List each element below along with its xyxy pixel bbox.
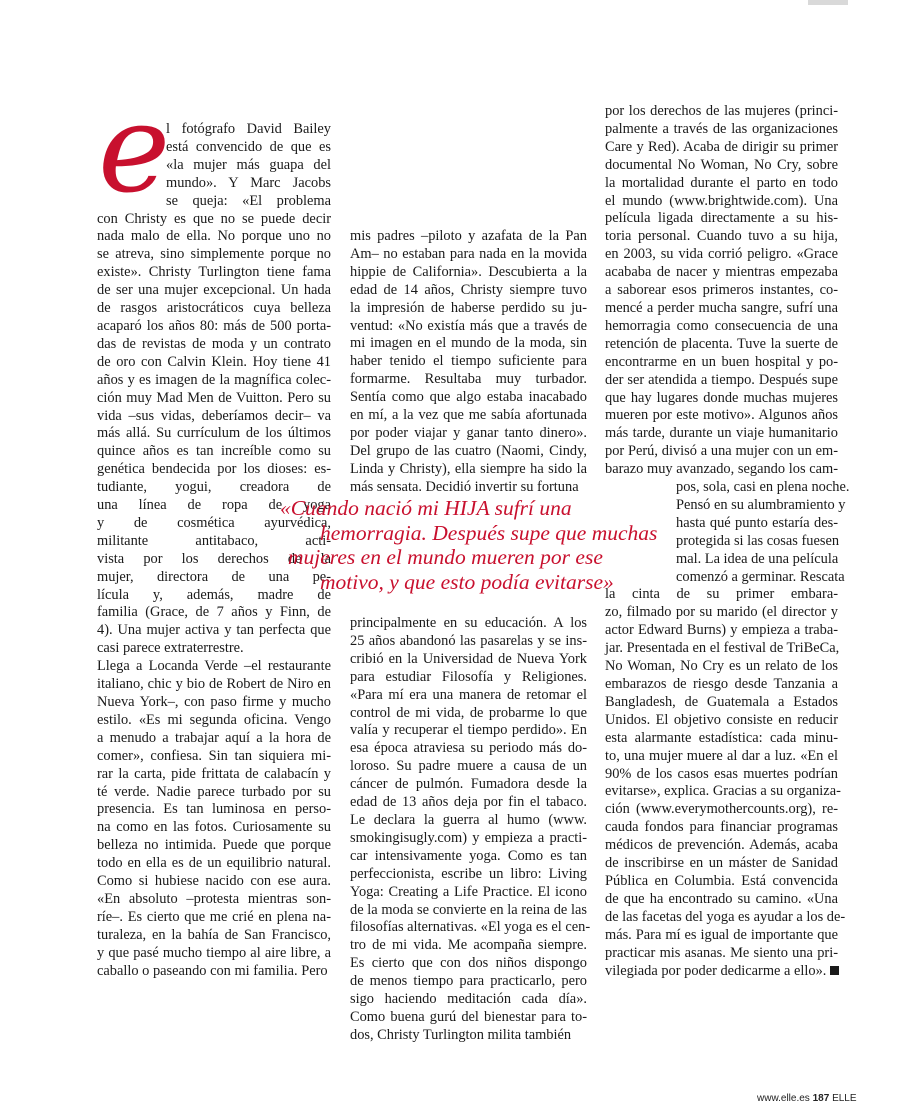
text-line: Es cierto que con dos niños dispongo (350, 955, 587, 972)
column-2-bottom (350, 615, 591, 1045)
text-line: Llega a Locanda Verde –el restaurante (97, 658, 331, 675)
text-line: sigo haciendo meditación cada día». (350, 991, 587, 1008)
text-line: ventud: «No existía más que a través de (350, 317, 587, 334)
text-line: acaparó los años 80: más de 500 porta- (97, 317, 331, 334)
text-line: tro de mi vida. Me acompaña siempre. (350, 937, 587, 954)
text-line: cribió en la Universidad de Nueva York (350, 650, 587, 667)
text-line: se queja: «El problema (166, 192, 331, 209)
text-line: 4). Una mujer activa y tan perfecta que (97, 622, 331, 639)
text-line: evitarse», explica. Gracias a su organiza- (605, 783, 841, 800)
text-line: vista por los derechos de la (97, 550, 331, 567)
text-line: de la moda se convierte en la reina de las (350, 901, 587, 918)
text-line: quince años es tan increíble como su (97, 443, 331, 460)
text-line: turaleza, en la bahía de San Francisco, (97, 926, 331, 943)
text-line: pos, sola, casi en plena noche. (676, 479, 850, 496)
text-line: de las facetas del yoga es ayudar a los de- (605, 908, 846, 925)
text-line: de oro con Calvin Klein. Hoy tiene 41 (97, 353, 331, 370)
text-line: mi imagen en el mundo de la moda, sin (350, 335, 587, 352)
text-line: toria personal. Cuando tuvo a su hija, (605, 228, 838, 245)
text-line: hasta qué punto estaría des- (676, 514, 838, 531)
drop-cap: e (98, 78, 171, 220)
text-line: se atreva, sino simplemente porque no (97, 246, 331, 263)
text-line: la cinta de su primer embara- (605, 586, 838, 603)
text-line: Nueva York–, con paso firme y mucho (97, 694, 331, 710)
text-line: perfeccionista, escribe un libro: Living (350, 865, 587, 882)
text-line: presencia. Es tan luminosa en perso- (97, 801, 331, 818)
text-line: No Woman, No Cry es un relato de los (605, 658, 838, 675)
text-line: con Christy es que no se puede decir (97, 210, 331, 227)
text-line: mis padres –piloto y azafata de la Pan (350, 228, 587, 244)
text-line: belleza no intimida. Puede que porque (97, 837, 331, 854)
text-line: edad de 13 años deja por fin el tabaco. (350, 794, 587, 811)
text-line: practicar mis asanas. Me siento una pri- (605, 944, 838, 961)
text-line: Como si hubiese nacido con ese aura. (97, 873, 331, 890)
page-tab-mark (808, 0, 848, 5)
text-line: ción muy Mad Men de Vuitton. Pero su (97, 389, 331, 406)
text-line: de inscribirse en un máster de Sanidad (605, 855, 838, 872)
text-line: 25 años abandonó las pasarelas y se ins- (350, 632, 587, 649)
text-line: Care y Red). Acaba de dirigir su primer (605, 138, 838, 155)
text-line: más sensata. Decidió invertir su fortuna (350, 478, 579, 495)
page-footer (757, 1093, 857, 1104)
text-line: de menos tiempo para practicarlo, pero (350, 973, 587, 990)
text-line: caballo o paseando con mi familia. Pero (97, 962, 328, 979)
text-line: Yoga: Creating a Life Practice. El icono (350, 883, 587, 900)
text-line: y de cosmética ayurvédica, (97, 514, 331, 531)
text-line: mujer, directora de una pe- (97, 568, 331, 585)
text-line: Bangladesh, de Guatemala a Estados (605, 693, 838, 710)
text-line: acababa de nacer y mientras empezaba (605, 264, 838, 281)
text-line: haber tenido el tiempo suficiente para (350, 353, 587, 370)
text-line: de rasgos aristocráticos cuya belleza (97, 300, 331, 317)
text-line: militante antitabaco, acti- (97, 532, 331, 549)
text-line: cáncer de pulmón. Fumadora desde la (350, 776, 587, 793)
text-line: y que pasé mucho tiempo al aire libre, a (97, 944, 331, 961)
text-line: casi parece extraterrestre. (97, 640, 244, 657)
text-line: barazo muy avanzado, segando los cam- (605, 461, 838, 478)
text-line: por poder viajar y ganar tanto dinero». (350, 424, 587, 441)
text-line: esta alarmante estadística: cada minu- (605, 729, 838, 746)
text-line: a saborear esos primeros instantes, co- (605, 282, 838, 299)
text-line: más allá. Su currículum de los últimos (97, 425, 331, 442)
text-line: en mí, a la vez que me sabía afortunada (350, 407, 587, 424)
text-line: Le declara la guerra al humo (www. (350, 811, 587, 828)
text-line: edad de 14 años, Christy siempre tuvo (350, 281, 587, 298)
text-line: smokingisugly.com) y empieza a practi- (350, 829, 587, 846)
column-2-top (350, 228, 587, 497)
text-line: película ligada directamente a su his- (605, 210, 838, 227)
text-line: loroso. Su padre muere a causa de un (350, 758, 587, 775)
text-line: der ser atendida a tiempo. Después supe (605, 371, 838, 388)
text-line: principalmente en su educación. A los (350, 615, 587, 631)
text-line: zo, filmado por su marido (el director y (605, 604, 838, 621)
text-line: nada malo de ella. No porque uno no (97, 228, 331, 245)
text-line: comer», confiesa. Sin tan siquiera mi- (97, 747, 331, 764)
text-line: hippie de California». Descubierta a la (350, 263, 587, 280)
text-line: na como en las fotos. Curiosamente su (97, 819, 331, 836)
text-line: tudiante, yogui, creadora de (97, 479, 331, 496)
text-line: «la mujer más guapa del (166, 156, 331, 173)
text-line: hemorragia como consecuencia de una (605, 317, 838, 334)
text-line: formarme. Resultaba muy turbador. (350, 371, 587, 388)
text-line: jar. Presentada en el festival de TriBeCa, (605, 640, 840, 657)
pull-quote (268, 496, 658, 594)
text-line: mencé a perder mucha sangre, sufrí una (605, 299, 838, 316)
text-line: Del grupo de las cuatro (Naomi, Cindy, (350, 442, 587, 459)
text-line: control de mi vida, de probarme lo que (350, 704, 587, 721)
text-line: genética bendecida por los dioses: es- (97, 461, 331, 478)
text-line: vilegiada por poder dedicarme a ello». (605, 963, 838, 981)
text-line: retención de placenta. Tuve la suerte de (605, 335, 838, 352)
text-line: mundo». Y Marc Jacobs (166, 174, 331, 191)
text-line: estilo. «Es mi segunda oficina. Vengo (97, 711, 331, 728)
text-line: valía y recuperar el tiempo perdido». En (350, 722, 587, 739)
text-line: existe». Christy Turlington tiene fama (97, 264, 331, 281)
footer-page-number: 187 (812, 1093, 830, 1104)
text-line: para estudiar Filosofía y Religiones. (350, 668, 587, 685)
text-line: de ser una mujer excepcional. Un hada (97, 282, 331, 299)
text-line: car intensivamente yoga. Como es tan (350, 847, 587, 864)
text-line: Am– no estaban para nada en la movida (350, 245, 587, 262)
pull-quote-line: «Cuando nació mi HIJA sufrí una (280, 496, 572, 520)
text-line: una línea de ropa de yoga (97, 497, 331, 514)
text-line: más. Para mí es igual de importante que (605, 926, 838, 943)
text-line: lícula y, además, madre de (97, 586, 331, 603)
text-line: rar la carta, pide frittata de calabacín y (97, 765, 331, 782)
text-line: dos, Christy Turlington milita también (350, 1026, 572, 1043)
text-line: Unidos. El objetivo consiste en reducir (605, 711, 838, 728)
text-line: que hay lugares donde muchas mujeres (605, 389, 838, 406)
text-line: por Perú, divisó a una mujer con un em- (605, 443, 838, 460)
text-line: la impresión de haberse perdido su ju- (350, 299, 587, 316)
text-line: mal. La idea de una película (676, 550, 839, 567)
text-line: esa época atraviesa su periodo más do- (350, 740, 587, 757)
text-line: das de revistas de moda y un contrato (97, 335, 331, 352)
text-line: «En absoluto –protesta mientras son- (97, 890, 331, 907)
text-line: italiano, chic y bio de Robert de Niro en (97, 676, 331, 693)
end-mark-icon (830, 966, 839, 975)
text-line: Pública en Columbia. Está convencida (605, 872, 838, 889)
text-line: vida –sus vidas, deberíamos decir– va (97, 407, 331, 424)
text-line: protegida si las cosas fuesen (676, 532, 840, 549)
text-line: años y es imagen de la magnífica colec- (97, 371, 331, 388)
text-line: por los derechos de las mujeres (princi- (605, 103, 838, 119)
text-line: comenzó a germinar. Rescata (676, 568, 845, 585)
text-line: médicos de prevención. Además, acaba (605, 837, 838, 854)
text-line: 90% de los casos esas muertes podrían (605, 765, 838, 782)
text-line: Sentía como que algo estaba inacabado (350, 389, 587, 406)
text-line: Pensó en su alumbramiento y (676, 496, 846, 513)
footer-site: www.elle.es (757, 1093, 810, 1104)
text-line: la mortalidad durante el parto en todo (605, 174, 838, 191)
text-line: en 2003, su vida corrió peligro. «Grace (605, 246, 838, 263)
footer-brand: ELLE (832, 1093, 857, 1104)
text-line: «Para mí era una manera de retomar el (350, 686, 587, 703)
text-line: té verde. Nadie parece turbado por su (97, 783, 331, 800)
text-line: de que ha encontrado su camino. «Una (605, 890, 838, 907)
text-line: to, una mujer muere al dar a luz. «En el (605, 747, 838, 764)
text-line: filosofías alternativas. «El yoga es el cen- (350, 919, 591, 936)
text-line: documental No Woman, No Cry, sobre (605, 156, 838, 173)
text-line: más tarde, durante un viaje humanitario (605, 425, 838, 442)
text-line: a menudo a trabajar aquí a la hora de (97, 729, 331, 746)
text-line: actor Edward Burns) y empieza a traba- (605, 622, 838, 639)
pull-quote-line: hemorragia. Después supe que muchas (320, 520, 658, 545)
pull-quote-line: mujeres en el mundo mueren por ese (288, 545, 603, 569)
text-line: cauda fondos para financiar programas (605, 819, 838, 836)
text-line: está convencido de que es (166, 138, 331, 155)
text-line: el mundo (www.brightwide.com). Una (605, 192, 838, 209)
text-line: palmente a través de las organizaciones (605, 120, 838, 137)
text-line: encontrarme en un buen hospital y po- (605, 353, 838, 370)
pull-quote-line: motivo, y que esto podía evitarse» (320, 569, 614, 594)
text-line: ríe–. Es cierto que me crié en plena na- (97, 908, 331, 925)
text-line: Linda y Christy), ella siempre ha sido la (350, 460, 587, 477)
text-line: l fotógrafo David Bailey (166, 121, 331, 137)
text-line: todo en ella es de un equilibrio natural. (97, 855, 331, 872)
text-line: mueren por este motivo». Algunos años (605, 407, 838, 424)
text-line: Como buena gurú del bienestar para to- (350, 1008, 587, 1025)
text-line: ción (www.everymothercounts.org), re- (605, 801, 838, 818)
text-line: embarazos de riesgo desde Tanzania a (605, 676, 838, 692)
text-line: familia (Grace, de 7 años y Finn, de (97, 604, 331, 621)
